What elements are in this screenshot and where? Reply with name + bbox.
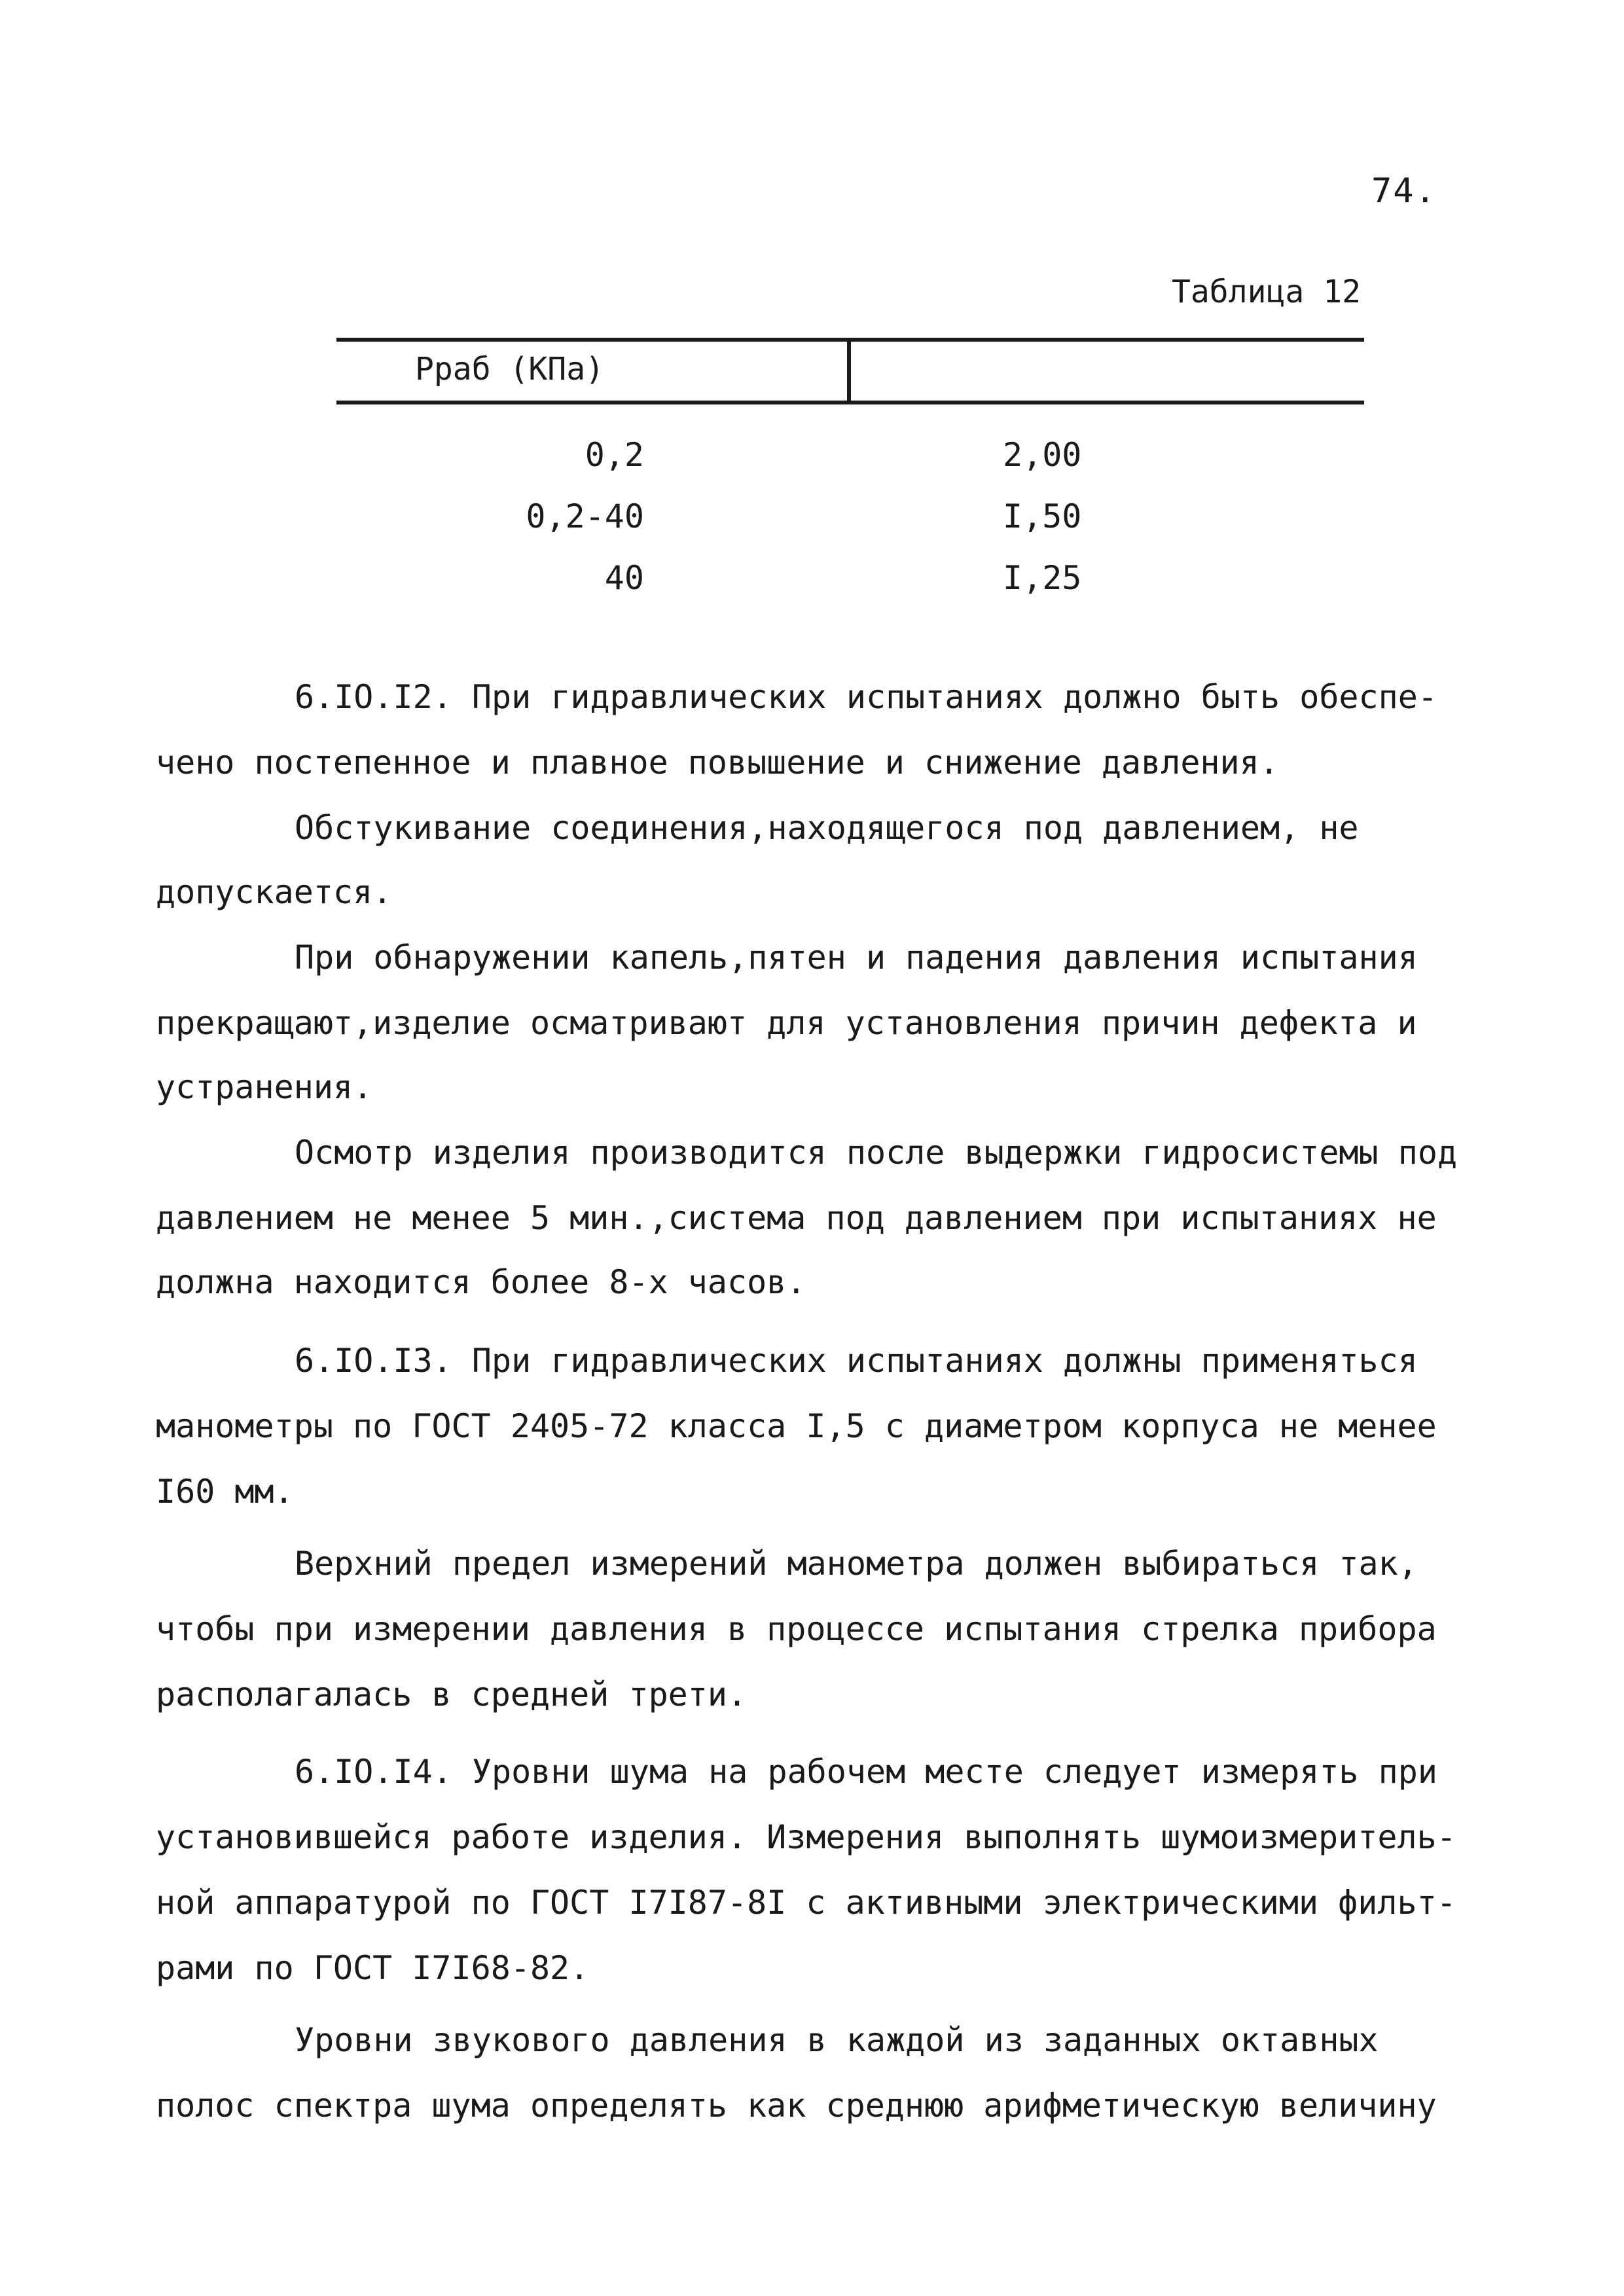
text-line: Верхний предел измерений манометра должен выбираться так, bbox=[295, 1545, 1418, 1583]
text-line: давлением не менее 5 мин.,система под давлением при испытаниях не bbox=[156, 1199, 1437, 1237]
table-cell: 0,2 bbox=[585, 436, 644, 474]
table-caption: Таблица 12 bbox=[1172, 274, 1361, 310]
table-cell: I,50 bbox=[1003, 497, 1082, 535]
text-line: полос спектра шума определять как среднюю арифметическую величину bbox=[156, 2087, 1437, 2125]
data-table bbox=[336, 331, 1364, 632]
table-cell: 0,2-40 bbox=[526, 497, 644, 535]
text-line: Обстукивание соединения,находящегося под давлением, не bbox=[295, 809, 1359, 847]
text-line: манометры по ГОСТ 2405-72 класса I,5 с диаметром корпуса не менее bbox=[156, 1407, 1437, 1445]
table-header-rule bbox=[336, 401, 1364, 404]
table-cell: 40 bbox=[604, 559, 644, 597]
text-line: ной аппаратурой по ГОСТ I7I87-8I с активными электрическими фильт- bbox=[156, 1884, 1456, 1922]
text-line: 6.IO.I3. При гидравлических испытаниях должны применяться bbox=[295, 1342, 1418, 1380]
text-line: должна находится более 8-х часов. bbox=[156, 1263, 806, 1301]
table-cell: I,25 bbox=[1003, 559, 1082, 597]
text-line: 6.IO.I4. Уровни шума на рабочем месте следует измерять при bbox=[295, 1753, 1437, 1791]
table-header-pressure: Pраб (КПа) bbox=[415, 351, 604, 387]
text-line: чено постепенное и плавное повышение и снижение давления. bbox=[156, 744, 1279, 781]
text-line: располагалась в средней трети. bbox=[156, 1676, 748, 1713]
table-cell: 2,00 bbox=[1003, 436, 1082, 474]
text-line: Уровни звукового давления в каждой из заданных октавных bbox=[295, 2021, 1379, 2059]
text-line: Осмотр изделия производится после выдержки гидросистемы под bbox=[295, 1134, 1458, 1172]
text-line: I60 мм. bbox=[156, 1473, 294, 1511]
page-number: 74. bbox=[1371, 171, 1437, 211]
text-line: чтобы при измерении давления в процессе испытания стрелка прибора bbox=[156, 1610, 1437, 1648]
text-line: рами по ГОСТ I7I68-82. bbox=[156, 1949, 590, 1987]
table-header-separator bbox=[847, 339, 851, 403]
text-line: При обнаружении капель,пятен и падения давления испытания bbox=[295, 939, 1418, 977]
text-line: устранения. bbox=[156, 1068, 373, 1106]
text-line: допускается. bbox=[156, 873, 393, 911]
text-line: 6.IO.I2. При гидравлических испытаниях должно быть обеспе- bbox=[295, 678, 1437, 716]
text-line: установившейся работе изделия. Измерения выполнять шумоизмеритель- bbox=[156, 1818, 1456, 1856]
text-line: прекращают,изделие осматривают для установления причин дефекта и bbox=[156, 1004, 1417, 1042]
